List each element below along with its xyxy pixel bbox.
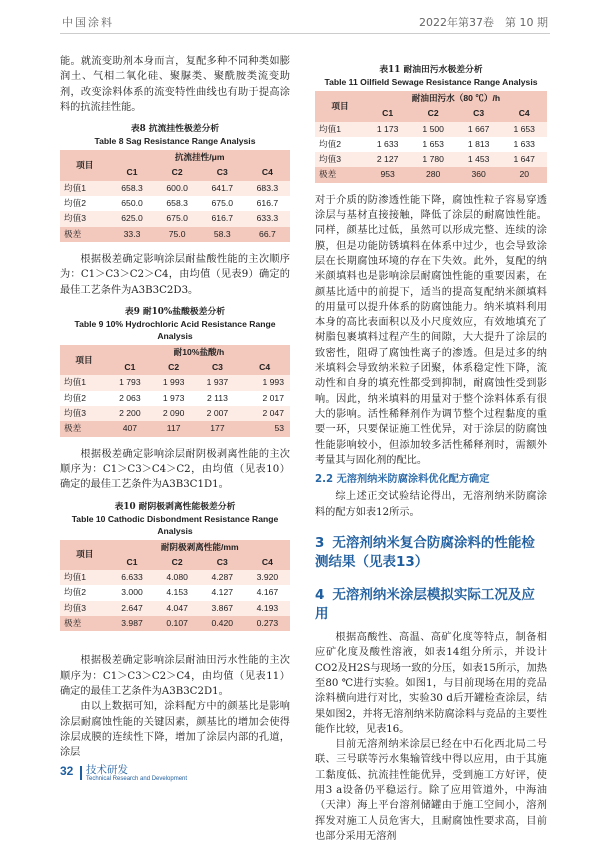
table-row: 均值1 1 793 1 993 1 937 1 993 [60, 375, 290, 390]
paragraph: 根据极差确定影响涂层耐阴极剥离性能的主次顺序为：C1＞C3＞C4＞C2，由均值（见表10）确定的最佳工艺条件为A3B3C1D1。 [60, 448, 290, 491]
table-caption-en: Table 8 Sag Resistance Range Analysis [94, 136, 256, 147]
data-table [60, 150, 290, 242]
section-number: 3 [315, 535, 325, 552]
row-label-header: 项目 [75, 354, 93, 365]
col-header: C3 [473, 108, 485, 119]
data-table [315, 91, 547, 183]
paragraph: 目前无溶剂纳米涂层已经在中石化西北局二号联、三号联等污水集输管线中得以应用，由于其施工黏度低、抗流挂性能优异，受到施工方好评，使用3 a设备仍平稳运行。除了应用管道外，中海油（天津）海上平台溶剂储罐由于施工空间小，溶剂挥发对施工人员危害大，且耐腐蚀性要求高，目前也部分采用无溶剂 [315, 739, 547, 842]
section-heading-4 [315, 586, 547, 624]
table-caption-en-cont: Analysis [157, 525, 193, 536]
section-heading-3 [315, 534, 547, 572]
table-caption-cn: 表10 耐阴极剥离性能极差分析 [114, 501, 236, 512]
paragraph: 能。就流变助剂本身而言，复配多种不同种类如膨润土、气相二氧化硅、聚脲类、聚酰胺类流变助剂，改变涂料体系的流变特性曲线也有助于提高涂料的抗流挂性能。 [60, 56, 290, 113]
table-row: 均值2 3.000 4.153 4.127 4.167 [60, 585, 290, 600]
col-header: C4 [518, 108, 530, 119]
section-number: 4 [315, 587, 325, 604]
table-row: 均值2 2 063 1 973 2 113 2 017 [60, 391, 290, 406]
table-row: 极差 953 280 360 20 [315, 167, 547, 182]
table-row: 均值3 2 127 1 780 1 453 1 647 [315, 152, 547, 167]
table-row: 均值2 650.0 658.3 675.0 616.7 [60, 196, 290, 211]
paragraph: 对于介质的防渗透性能下降，腐蚀性粒子容易穿透涂层与基材直接接触，降低了涂层的耐腐蚀性能。同样，颜基比过低，虽然可以形成完整、连续的涂膜，但是功能防锈填料在体系中过少，也会导致涂层在长期腐蚀环境的存在下失效。此外，复配的纳米颜填料也是影响涂层耐腐蚀性能的重要因素，在颜基比适中的前提下，适当的提高复配纳米颜填料的用量可以提升体系的防腐蚀能力。纳米填料利用本身的高比表面积以及小尺度效应，有效地填充了树脂包裹填料过程产生的间隙，大大提升了涂层的致密性，阻碍了腐蚀性离子的渗透。但是过多的纳米填料会导致纳米粒子团聚，体系稳定性下降，流动性和自身的填充性都受到抑制，耐腐蚀性受到影响。因此，纳米填料的用量对于整个涂料体系有很大的影响。活性稀释剂作为调节整个过程黏度的重要一环，只要保证施工性优异，对于涂层的防腐蚀性能影响较小，但添加较多活性稀释剂时，需额外考量其与固化剂的配比。 [315, 194, 547, 466]
paragraph: 由以上数据可知，涂料配方中的颜基比是影响涂层耐腐蚀性能的关键因素，颜基比的增加会使得涂层成膜的连续性下降，增加了涂层内部的孔道，涂层 [60, 701, 290, 759]
unit-header: 耐10%盐酸/h [173, 346, 225, 357]
left-column [60, 54, 290, 760]
col-header: C1 [382, 108, 394, 119]
table-row: 极差 407 117 177 53 [60, 421, 290, 436]
issue-info: 2022年第37卷 第 10 期 [419, 16, 548, 29]
col-header: C4 [259, 362, 271, 373]
col-header: C1 [126, 167, 138, 178]
paragraph: 根据高酸性、高温、高矿化度等特点，制备相应矿化度及酸性溶液，如表14组分所示，并设计CO2及H2S与现场一致的分压，如表15所示，加热至80 ℃进行实验。如图1，与目前现场在用的竞品涂料横向进行对比，实验30 d后开罐检查涂层，结果如图2，并将无溶剂纳米防腐涂料与竞品的主要性能作比较，见表16。 [315, 632, 547, 735]
col-header: C3 [211, 362, 223, 373]
table-row: 均值3 625.0 675.0 616.7 633.3 [60, 211, 290, 226]
table-row: 均值1 6.633 4.080 4.287 3.920 [60, 570, 290, 585]
col-header: C2 [168, 362, 180, 373]
footer-section-en: Technical Research and Development [86, 776, 188, 782]
table-row: 均值3 2.647 4.047 3.867 4.193 [60, 601, 290, 616]
footer-divider [80, 766, 82, 780]
paragraph: 根据极差确定影响涂层耐油田污水性能的主次顺序为：C1＞C3＞C2＞C4，由均值（见表11）确定的最佳工艺条件为A3B3C2D1。 [60, 655, 290, 697]
data-table [60, 540, 290, 632]
table-row: 均值1 1 173 1 500 1 667 1 653 [315, 122, 547, 137]
table-caption-cn: 表8 抗流挂性极差分析 [130, 124, 220, 135]
header-rule [60, 33, 550, 34]
table-row: 均值2 1 633 1 653 1 813 1 633 [315, 137, 547, 152]
table-caption-en: Table 10 Cathodic Disbondment Resistance Range [71, 513, 279, 524]
paragraph: 综上述正交试验结论得出，无溶剂纳米防腐涂料的配方如表12所示。 [315, 491, 547, 518]
journal-name: 中国涂料 [62, 16, 114, 29]
unit-header: 耐阴极剥离性能/mm [160, 541, 239, 552]
table-row: 极差 3.987 0.107 0.420 0.273 [60, 616, 290, 631]
col-header: C3 [216, 167, 228, 178]
table-row: 均值3 2 200 2 090 2 007 2 047 [60, 406, 290, 421]
row-label-header: 项目 [76, 159, 94, 170]
page-number: 32 [60, 764, 74, 778]
subsection-heading: 2.2 无溶剂纳米防腐涂料优化配方确定 [315, 474, 490, 486]
row-label-header: 项目 [76, 549, 94, 560]
table-11 [315, 64, 547, 183]
col-header: C2 [171, 556, 183, 567]
unit-header: 抗流挂性/μm [174, 152, 225, 163]
table-caption-en: Table 9 10% Hydrochloric Acid Resistance Range [74, 318, 276, 329]
table-caption-cn: 表11 耐油田污水极差分析 [379, 65, 483, 75]
table-caption-cn: 表9 耐10%盐酸极差分析 [124, 306, 226, 317]
data-table [60, 345, 290, 437]
table-10 [60, 501, 290, 632]
table-row: 均值1 658.3 600.0 641.7 683.3 [60, 181, 290, 196]
paragraph: 根据极差确定影响涂层耐盐酸性能的主次顺序为：C1＞C3＞C2＞C4，由均值（见表9）确定的最佳工艺条件为A3B3C2D3。 [60, 253, 290, 296]
table-9 [60, 306, 290, 437]
col-header: C4 [261, 556, 273, 567]
table-8 [60, 123, 290, 242]
table-row: 极差 33.3 75.0 58.3 66.7 [60, 227, 290, 242]
right-column [315, 64, 547, 844]
row-label-header: 项目 [331, 100, 349, 111]
col-header: C4 [261, 167, 273, 178]
col-header: C2 [171, 167, 183, 178]
col-header: C1 [126, 556, 138, 567]
table-caption-en-cont: Analysis [157, 330, 193, 341]
section-title: 无溶剂纳米复合防腐涂料的性能检测结果（见表13） [315, 535, 535, 571]
col-header: C2 [427, 108, 439, 119]
footer-section-cn: 技术研发 [86, 764, 128, 776]
col-header: C1 [124, 362, 136, 373]
unit-header: 耐油田污水（80 ℃）/h [411, 93, 501, 103]
section-title: 无溶剂纳米涂层模拟实际工况及应用 [315, 587, 535, 623]
table-caption-en: Table 11 Oilfield Sewage Resistance Range Analysis [324, 77, 538, 87]
col-header: C3 [216, 556, 228, 567]
